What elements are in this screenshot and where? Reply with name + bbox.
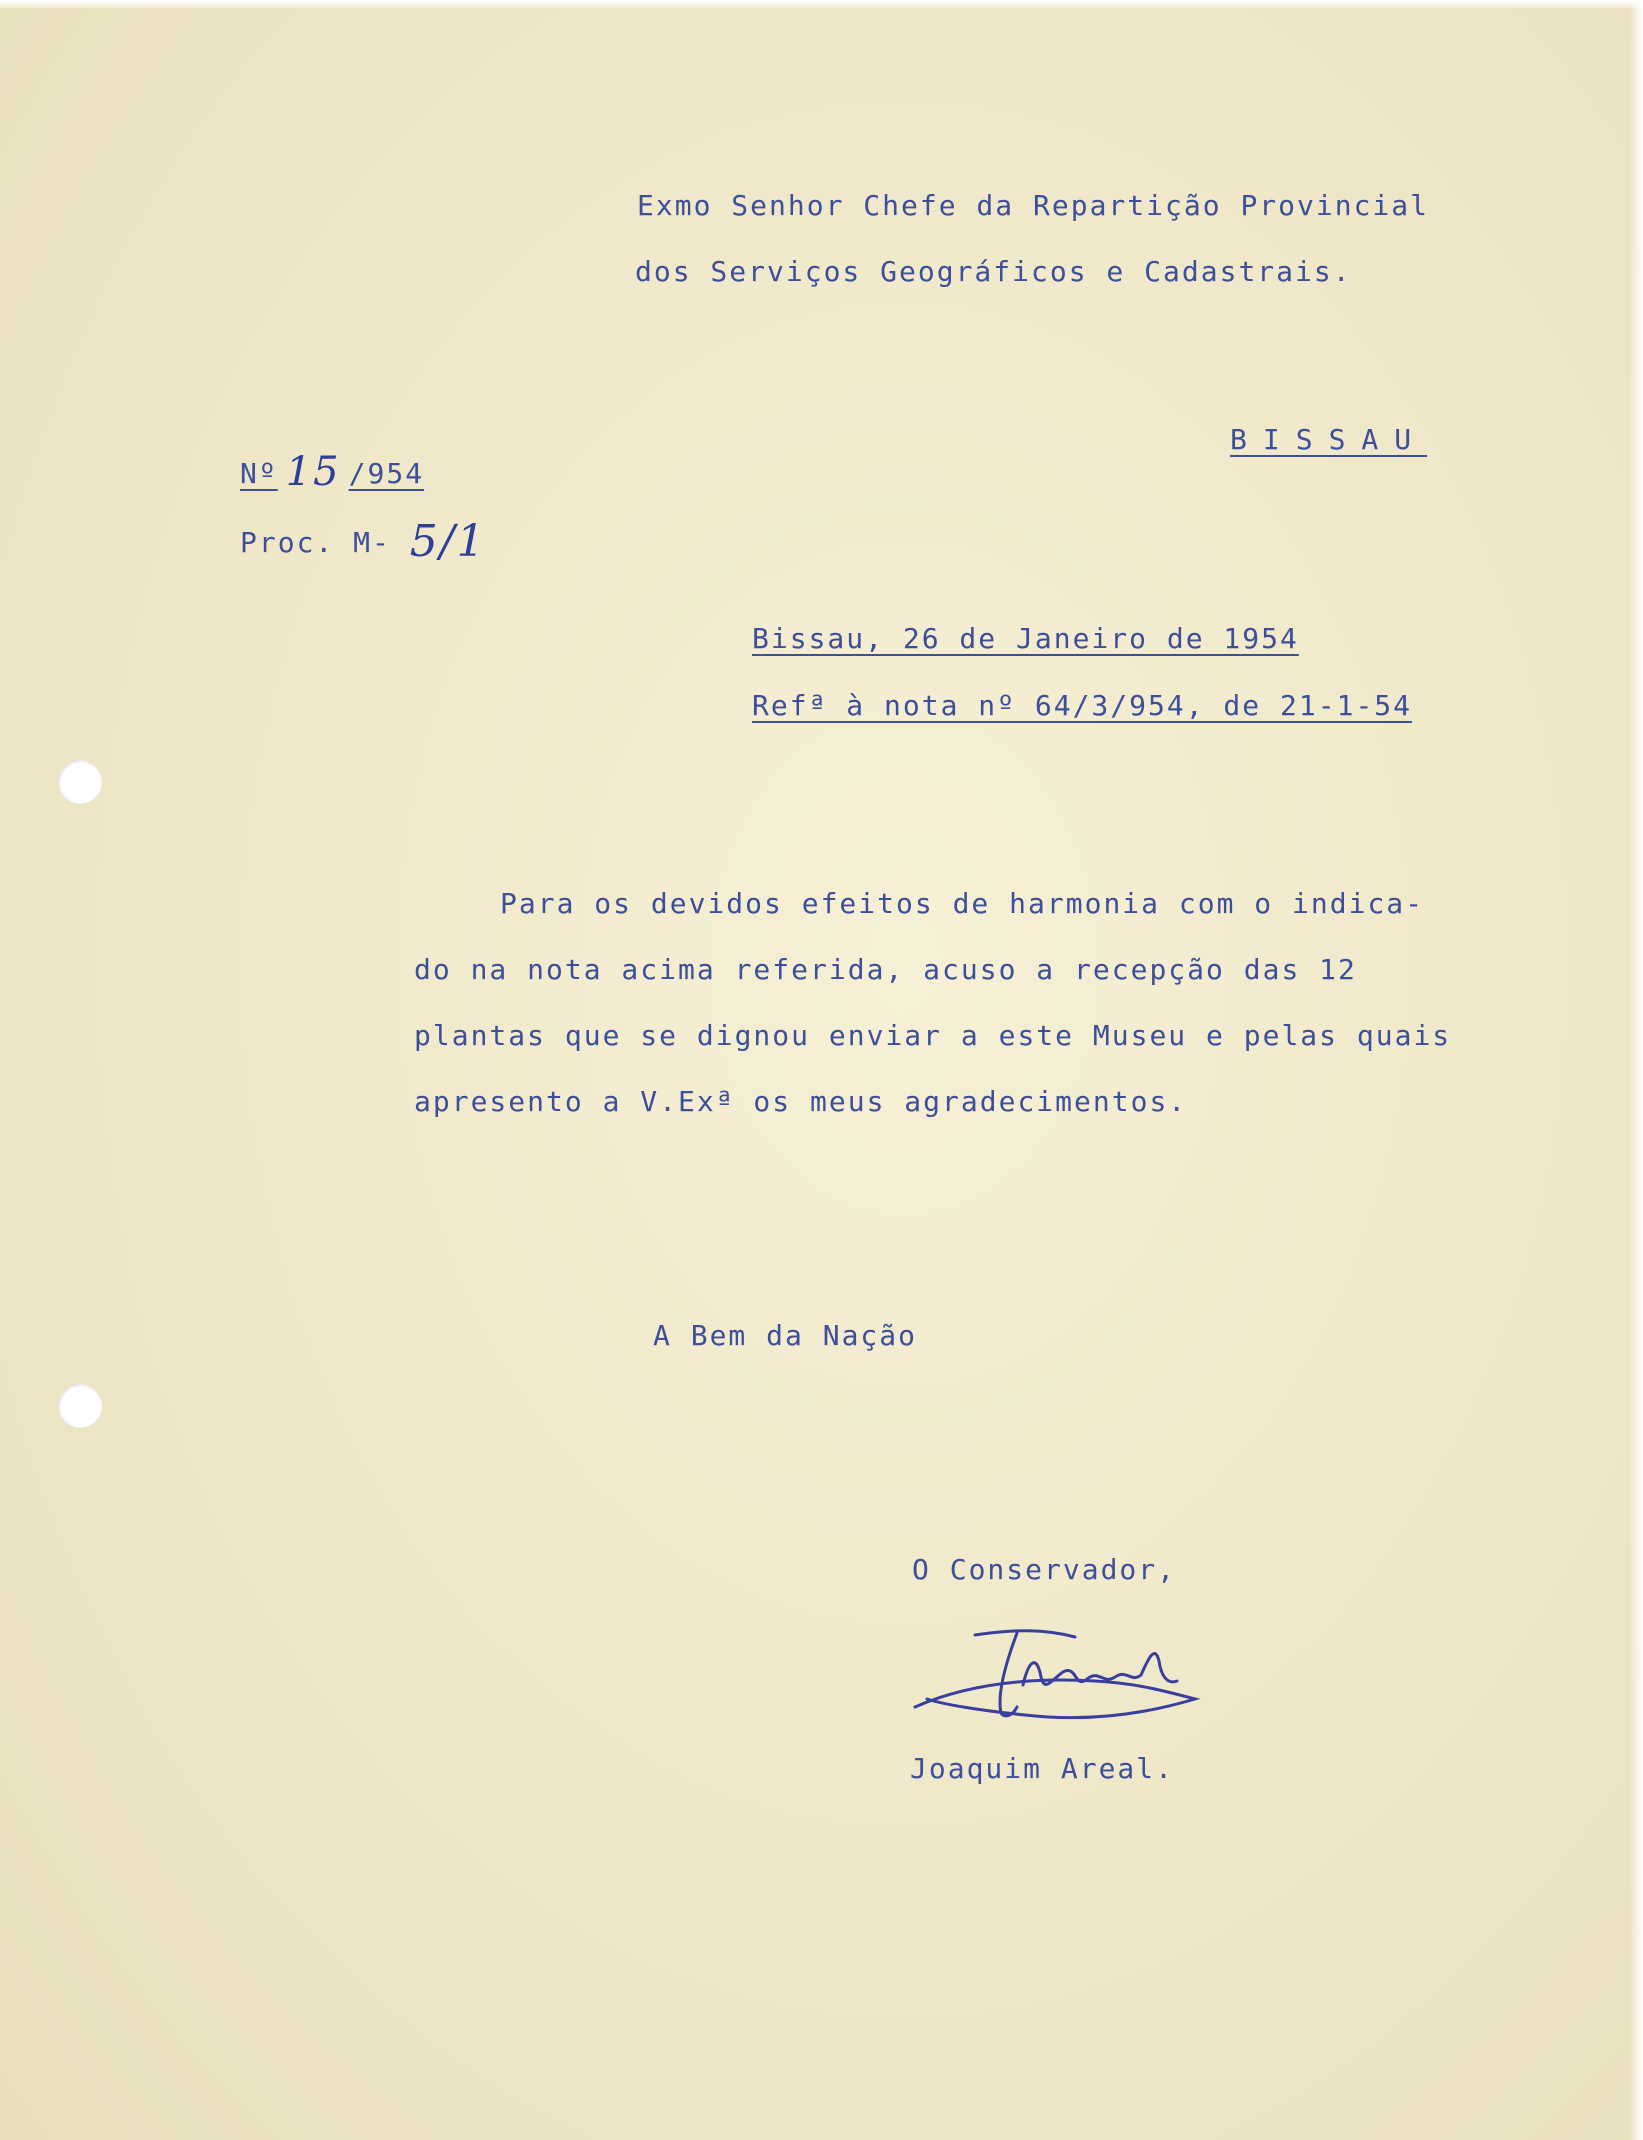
handwritten-process: 5/1 [409,516,487,567]
signature-scribble [905,1615,1225,1735]
paper-right-edge [1629,0,1643,2140]
punch-hole-bottom [58,1384,102,1428]
process-number [240,516,487,567]
body-line-3: plantas que se dignou enviar a este Museu e pelas quais [414,1019,1452,1052]
process-prefix: Proc. M- [240,526,391,559]
recipient-line-1: Exmo Senhor Chefe da Repartição Provincial [637,189,1430,222]
punch-hole-top [58,760,102,804]
document-number [240,449,425,495]
recipient-line-2: dos Serviços Geográficos e Cadastrais. [635,255,1352,288]
city-heading: BISSAU [1230,423,1428,456]
signer-role: O Conservador, [912,1553,1177,1586]
signer-name: Joaquim Areal. [910,1752,1175,1785]
body-line-2: do na nota acima referida, acuso a recepção das 12 [414,953,1357,986]
handwritten-number: 15 [285,449,341,495]
number-suffix: /954 [348,457,425,490]
body-line-1: Para os devidos efeitos de harmonia com o indica- [500,887,1425,920]
reference-line: Refª à nota nº 64/3/954, de 21-1-54 [752,689,1413,722]
number-prefix: Nº [240,457,278,490]
body-line-4: apresento a V.Exª os meus agradecimentos. [414,1085,1188,1118]
closing-formula: A Bem da Nação [653,1319,918,1352]
date-line: Bissau, 26 de Janeiro de 1954 [752,622,1299,655]
paper-top-edge [0,0,1643,8]
